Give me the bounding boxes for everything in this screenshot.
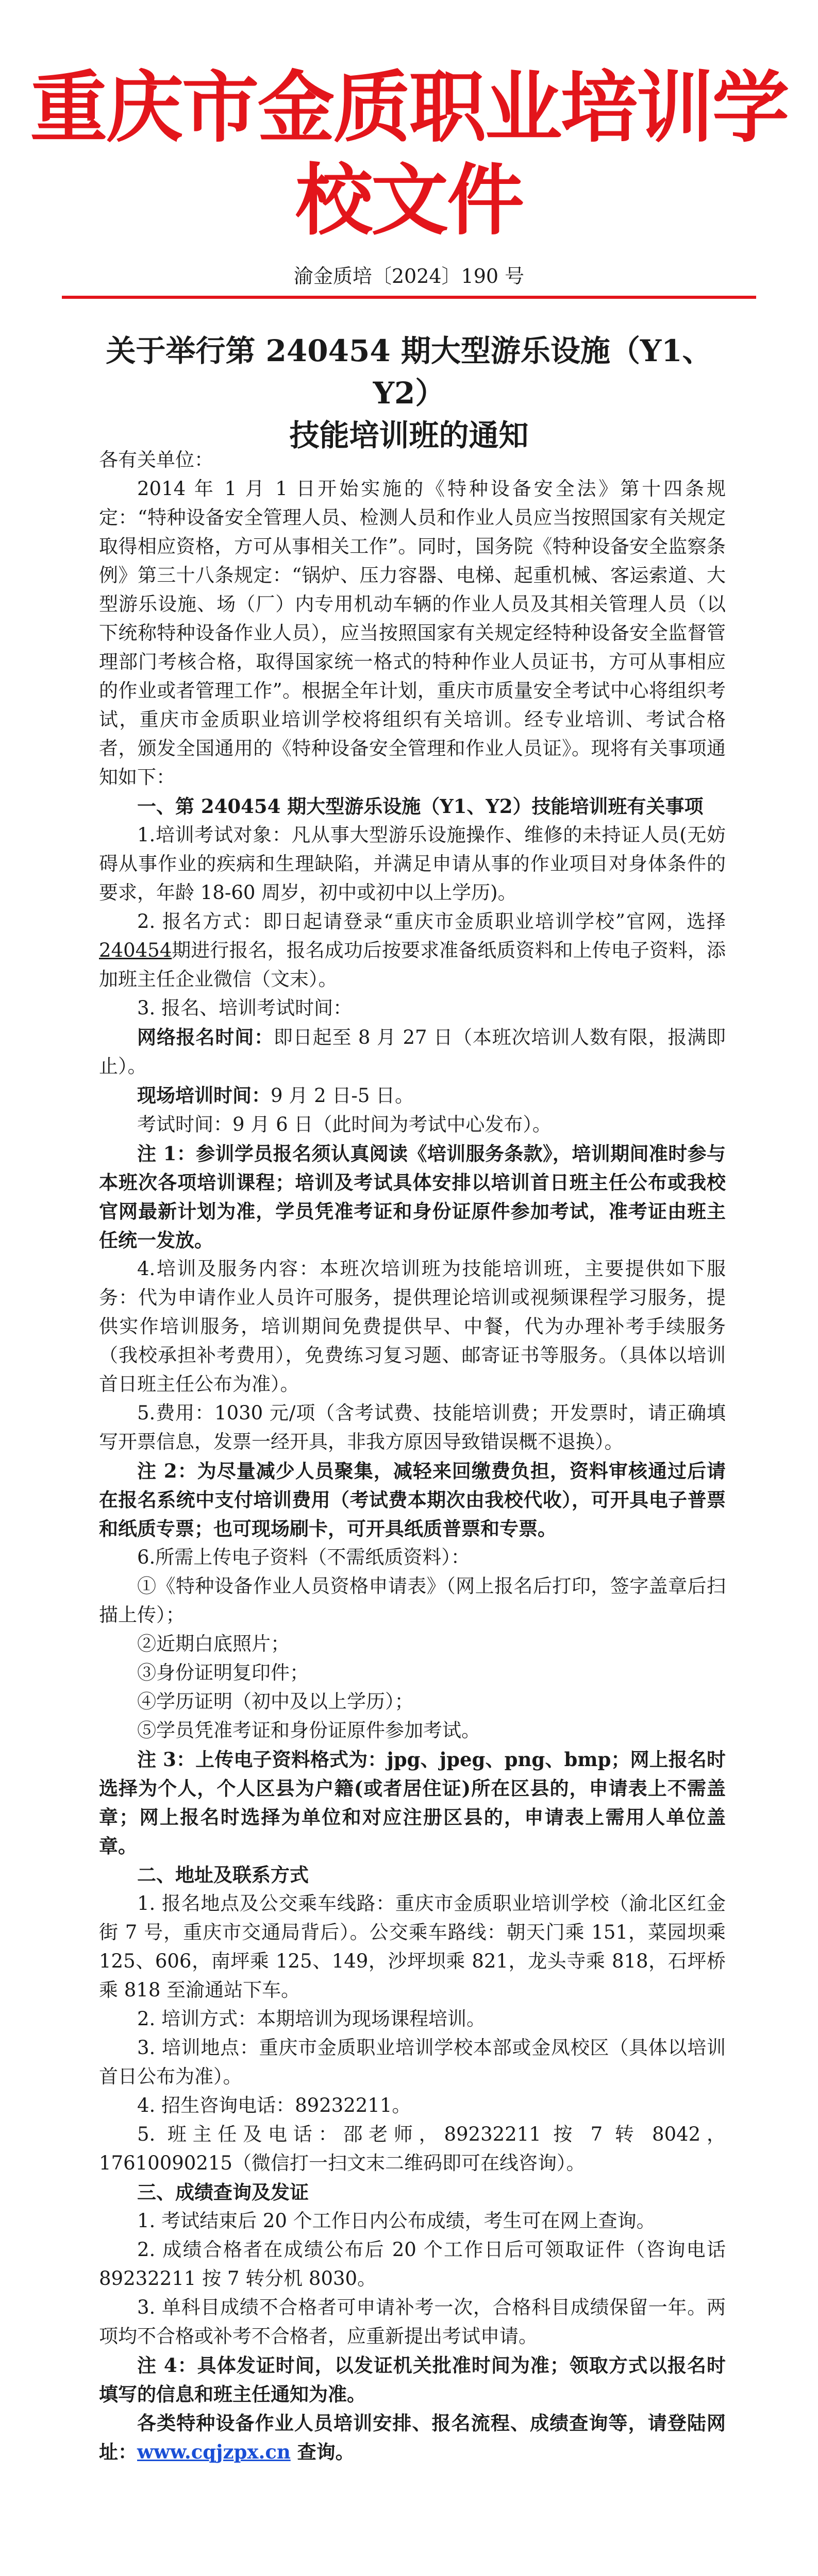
s1-paragraph-3: 3. 报名、培训考试时间： xyxy=(137,997,353,1019)
s3-paragraph-3: 3. 单科目成绩不合格者可申请补考一次，合格科目成绩保留一年。两项均不合格或补考不合格者，应重新提出考试申请。 xyxy=(99,2296,726,2347)
notice-body xyxy=(99,446,726,2466)
s1-registration-time xyxy=(99,1023,726,1081)
website-link[interactable]: www.cqjzpx.cn xyxy=(137,2441,291,2463)
class-code-link: 240454 xyxy=(99,939,172,961)
s1-p2-text-a: 2. 报名方式：即日起请登录“重庆市金质职业培训学校”官网，选择 xyxy=(137,910,726,933)
section-1-heading: 一、第 240454 期大型游乐设施（Y1、Y2）技能培训班有关事项 xyxy=(137,795,704,818)
s3-paragraph-1: 1. 考试结束后 20 个工作日内公布成绩，考生可在网上查询。 xyxy=(137,2210,656,2232)
s1-p2-text-b: 期进行报名，报名成功后按要求准备纸质资料和上传电子资料，添加班主任企业微信（文末）。 xyxy=(99,939,726,990)
training-label: 现场培训时间： xyxy=(137,1084,271,1107)
closing-paragraph xyxy=(99,2409,726,2466)
note-2: 注 2：为尽量减少人员聚集，减轻来回缴费负担，资料审核通过后请在报名系统中支付培训费用（考试费本期次由我校代收），可开具电子普票和纸质专票；也可现场刷卡，可开具纸质普票和专票。 xyxy=(99,1460,726,1540)
s2-paragraph-1: 1. 报名地点及公交乘车线路：重庆市金质职业培训学校（渝北区红金街 7 号，重庆市交通局背后）。公交乘车路线：朝天门乘 151，菜园坝乘 125、606，南坪乘 125、149，沙坪坝乘 821，龙头寺乘 818，石坪桥乘 818 至渝通站下车。 xyxy=(99,1892,726,2001)
s1-material-1: ①《特种设备作业人员资格申请表》（网上报名后打印，签字盖章后扫描上传）； xyxy=(99,1575,726,1626)
note-1: 注 1：参训学员报名须认真阅读《培训服务条款》，培训期间准时参与本班次各项培训课程；培训及考试具体安排以培训首日班主任公布或我校官网最新计划为准，学员凭准考证和身份证原件参加考试，准考证由班主任统一发放。 xyxy=(99,1142,726,1251)
registration-value: 即日起至 8 月 27 日（本班次培训人数有限，报满即止）。 xyxy=(99,1026,726,1077)
s1-exam-time: 考试时间：9 月 6 日（此时间为考试中心发布）。 xyxy=(137,1113,552,1136)
note-4: 注 4：具体发证时间，以发证机关批准时间为准；领取方式以报名时填写的信息和班主任通知为准。 xyxy=(99,2354,726,2405)
section-2-heading: 二、地址及联系方式 xyxy=(137,1863,309,1886)
s2-paragraph-3: 3. 培训地点：重庆市金质职业培训学校本部或金凤校区（具体以培训首日公布为准）。 xyxy=(99,2037,726,2088)
notice-title-line-1: 关于举行第 240454 期大型游乐设施（Y1、Y2） xyxy=(106,333,712,411)
s1-paragraph-4: 4.培训及服务内容：本班次培训班为技能培训班，主要提供如下服务：代为申请作业人员许可服务，提供理论培训或视频课程学习服务，提供实作培训服务，培训期间免费提供早、中餐，代为办理补考手续服务（我校承担补考费用），免费练习复习题、邮寄证书等服务。（具体以培训首日班主任公布为准）。 xyxy=(99,1258,726,1395)
closing-text-a: 各类特种设备作业人员培训安排、报名流程、成绩查询等，请登陆网址： xyxy=(99,2412,726,2463)
notice-title-line-2: 技能培训班的通知 xyxy=(289,418,529,453)
closing-text-b: 查询。 xyxy=(290,2441,355,2463)
registration-label: 网络报名时间： xyxy=(137,1026,274,1048)
intro-paragraph: 2014 年 1 月 1 日开始实施的《特种设备安全法》第十四条规定：“特种设备安全管理人员、检测人员和作业人员应当按照国家有关规定取得相应资格，方可从事相关工作”。同时，国务院《特种设备安全监察条例》第三十八条规定：“锅炉、压力容器、电梯、起重机械、客运索道、大型游乐设施、场（厂）内专用机动车辆的作业人员及其相关管理人员（以下统称特种设备作业人员），应当按照国家有关规定经特种设备安全监督管理部门考核合格，取得国家统一格式的特种作业人员证书，方可从事相应的作业或者管理工作”。根据全年计划，重庆市质量安全考试中心将组织考试，重庆市金质职业培训学校将组织有关培训。经专业培训、考试合格者，颁发全国通用的《特种设备安全管理和作业人员证》。现将有关事项通知如下： xyxy=(99,478,726,788)
s1-paragraph-2 xyxy=(99,907,726,994)
header-red-divider xyxy=(62,296,756,299)
s3-paragraph-2: 2. 成绩合格者在成绩公布后 20 个工作日后可领取证件（咨询电话 89232211 按 7 转分机 8030。 xyxy=(99,2239,726,2290)
notice-title xyxy=(88,330,730,456)
s1-training-time xyxy=(99,1081,726,1110)
note-3: 注 3：上传电子资料格式为：jpg、jpeg、png、bmp；网上报名时选择为个人，个人区县为户籍(或者居住证)所在区县的，申请表上不需盖章；网上报名时选择为单位和对应注册区县的，申请表上需用人单位盖章。 xyxy=(99,1748,726,1857)
training-value: 9 月 2 日-5 日。 xyxy=(271,1084,414,1107)
s1-paragraph-6: 6.所需上传电子资料（不需纸质资料）： xyxy=(137,1546,470,1568)
s2-paragraph-4: 4. 招生咨询电话：89232211。 xyxy=(137,2094,411,2116)
s2-paragraph-5: 5. 班主任及电话：邵老师，89232211 按 7 转 8042，17610090215（微信打一扫文末二维码即可在线咨询）。 xyxy=(99,2123,726,2174)
s1-paragraph-1: 1.培训考试对象：凡从事大型游乐设施操作、维修的未持证人员(无妨碍从事作业的疾病和生理缺陷，并满足申请从事的作业项目对身体条件的要求，年龄 18-60 周岁，初中或初中以上学历)。 xyxy=(99,824,726,904)
s1-material-2: ②近期白底照片； xyxy=(137,1633,290,1655)
document-number: 渝金质培〔2024〕190 号 xyxy=(293,265,525,287)
s1-material-4: ④学历证明（初中及以上学历）； xyxy=(137,1690,414,1713)
s1-material-3: ③身份证明复印件； xyxy=(137,1662,309,1684)
s2-paragraph-2: 2. 培训方式：本期培训为现场课程培训。 xyxy=(137,2008,486,2030)
s1-material-5: ⑤学员凭准考证和身份证原件参加考试。 xyxy=(137,1719,480,1741)
s1-paragraph-5: 5.费用：1030 元/项（含考试费、技能培训费；开发票时，请正确填写开票信息，发票一经开具，非我方原因导致错误概不退换）。 xyxy=(99,1402,726,1453)
salutation: 各有关单位： xyxy=(99,449,213,471)
section-3-heading: 三、成绩查询及发证 xyxy=(137,2181,309,2204)
document-header-title: 重庆市金质职业培训学校文件 xyxy=(30,63,788,246)
